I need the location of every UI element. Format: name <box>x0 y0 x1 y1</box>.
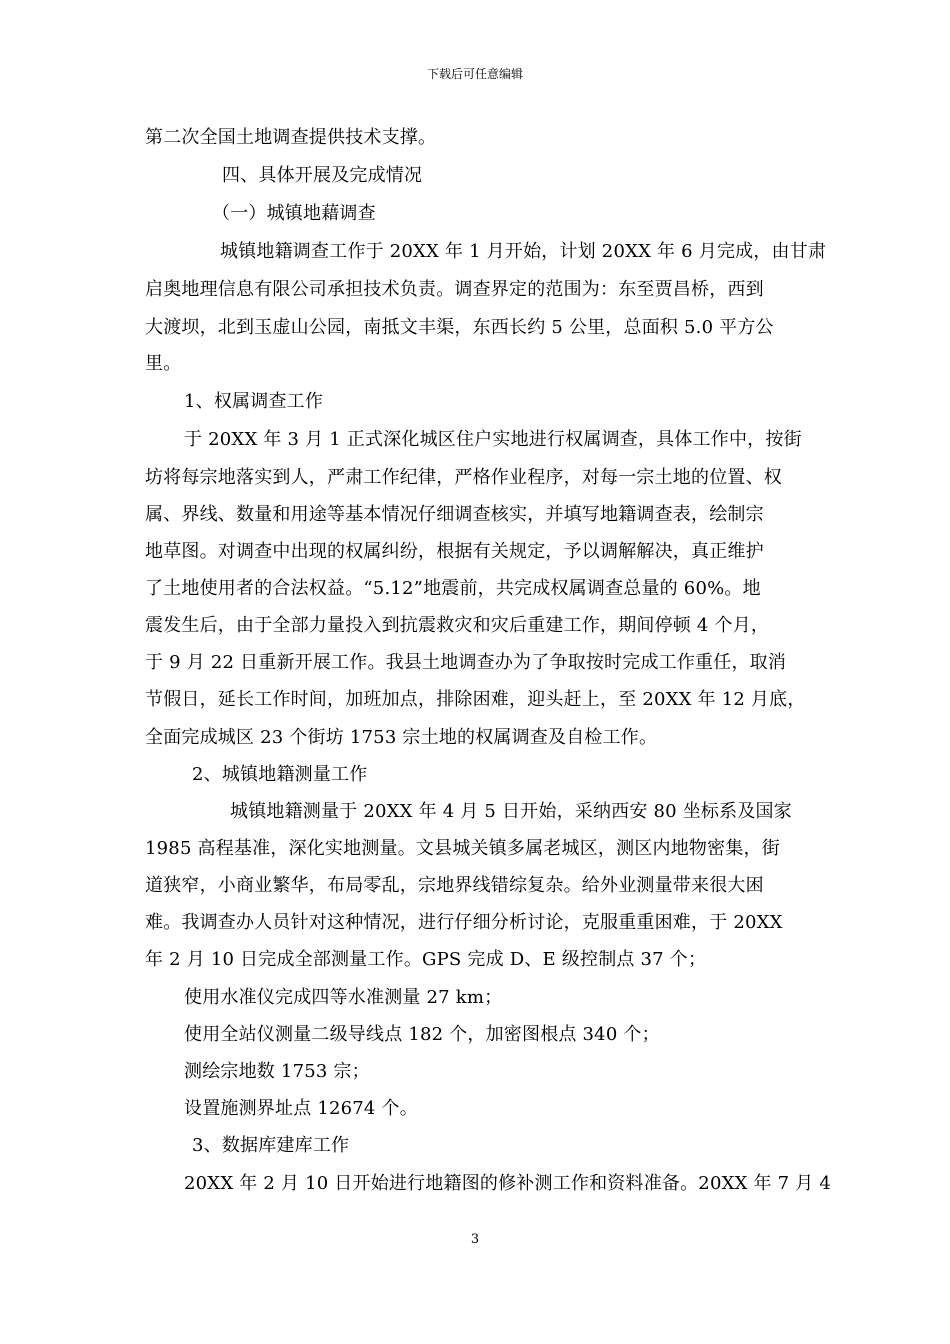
text-line: 了土地使用者的合法权益。“5.12”地震前，共完成权属调查总量的 60%。地 <box>145 578 761 599</box>
text-line: 属、界线、数量和用途等基本情况仔细调查核实，并填写地籍调查表，绘制宗 <box>145 504 764 525</box>
subsection-heading: （一）城镇地藉调查 <box>212 203 376 224</box>
text-line: 于 9 月 22 日重新开展工作。我县土地调查办为了争取按时完成工作重任，取消 <box>145 652 787 673</box>
text-line: 20XX 年 2 月 10 日开始进行地籍图的修补测工作和资料准备。20XX 年 7 月 4 <box>184 1173 832 1194</box>
text-line: 坊将每宗地落实到人，严肃工作纪律，严格作业程序，对每一宗土地的位置、权 <box>145 467 782 488</box>
text-line: 第二次全国土地调查提供技术支撑。 <box>145 127 437 148</box>
text-line: 大渡坝，北到玉虚山公园，南抵文丰渠，东西长约 5 公里，总面积 5.0 平方公 <box>145 317 774 338</box>
text-line: 节假日，延长工作时间，加班加点，排除困难，迎头赶上，至 20XX 年 12 月底， <box>145 689 806 710</box>
text-line: 启奥地理信息有限公司承担技术负责。调查界定的范围为：东至贾昌桥，西到 <box>145 279 764 300</box>
list-item: 测绘宗地数 1753 宗； <box>184 1061 370 1082</box>
subsection-heading: 2、城镇地籍测量工作 <box>192 764 368 785</box>
text-line: 1985 高程基准，深化实地测量。文县城关镇多属老城区，测区内地物密集，街 <box>145 838 780 859</box>
subsection-heading: 1、权属调查工作 <box>184 391 324 412</box>
text-line: 地草图。对调查中出现的权属纠纷，根据有关规定，予以调解解决，真正维护 <box>145 541 764 562</box>
text-line: 道狭窄，小商业繁华，布局零乱，宗地界线错综复杂。给外业测量带来很大困 <box>145 875 764 896</box>
text-line: 城镇地籍调查工作于 20XX 年 1 月开始，计划 20XX 年 6 月完成，由甘肃 <box>220 241 827 262</box>
text-line: 年 2 月 10 日完成全部测量工作。GPS 完成 D、E 级控制点 37 个； <box>145 949 707 970</box>
page-header: 下载后可任意编辑 <box>426 67 523 81</box>
list-item: 使用水准仪完成四等水准测量 27 km； <box>184 987 503 1008</box>
text-line: 里。 <box>145 353 182 374</box>
section-heading: 四、具体开展及完成情况 <box>222 165 423 186</box>
list-item: 使用全站仪测量二级导线点 182 个，加密图根点 340 个； <box>184 1024 660 1045</box>
text-line: 难。我调查办人员针对这种情况，进行仔细分析讨论，克服重重困难，于 20XX <box>145 912 783 933</box>
subsection-heading: 3、数据库建库工作 <box>192 1135 350 1156</box>
page-number: 3 <box>470 1232 480 1247</box>
text-line: 全面完成城区 23 个街坊 1753 宗土地的权属调查及自检工作。 <box>145 727 658 748</box>
text-line: 城镇地籍测量于 20XX 年 4 月 5 日开始，采纳西安 80 坐标系及国家 <box>230 801 792 822</box>
list-item: 设置施测界址点 12674 个。 <box>184 1098 418 1119</box>
text-line: 震发生后，由于全部力量投入到抗震救灾和灾后重建工作，期间停顿 4 个月， <box>145 615 770 636</box>
text-line: 于 20XX 年 3 月 1 正式深化城区住户实地进行权属调查，具体工作中，按街 <box>184 429 802 450</box>
